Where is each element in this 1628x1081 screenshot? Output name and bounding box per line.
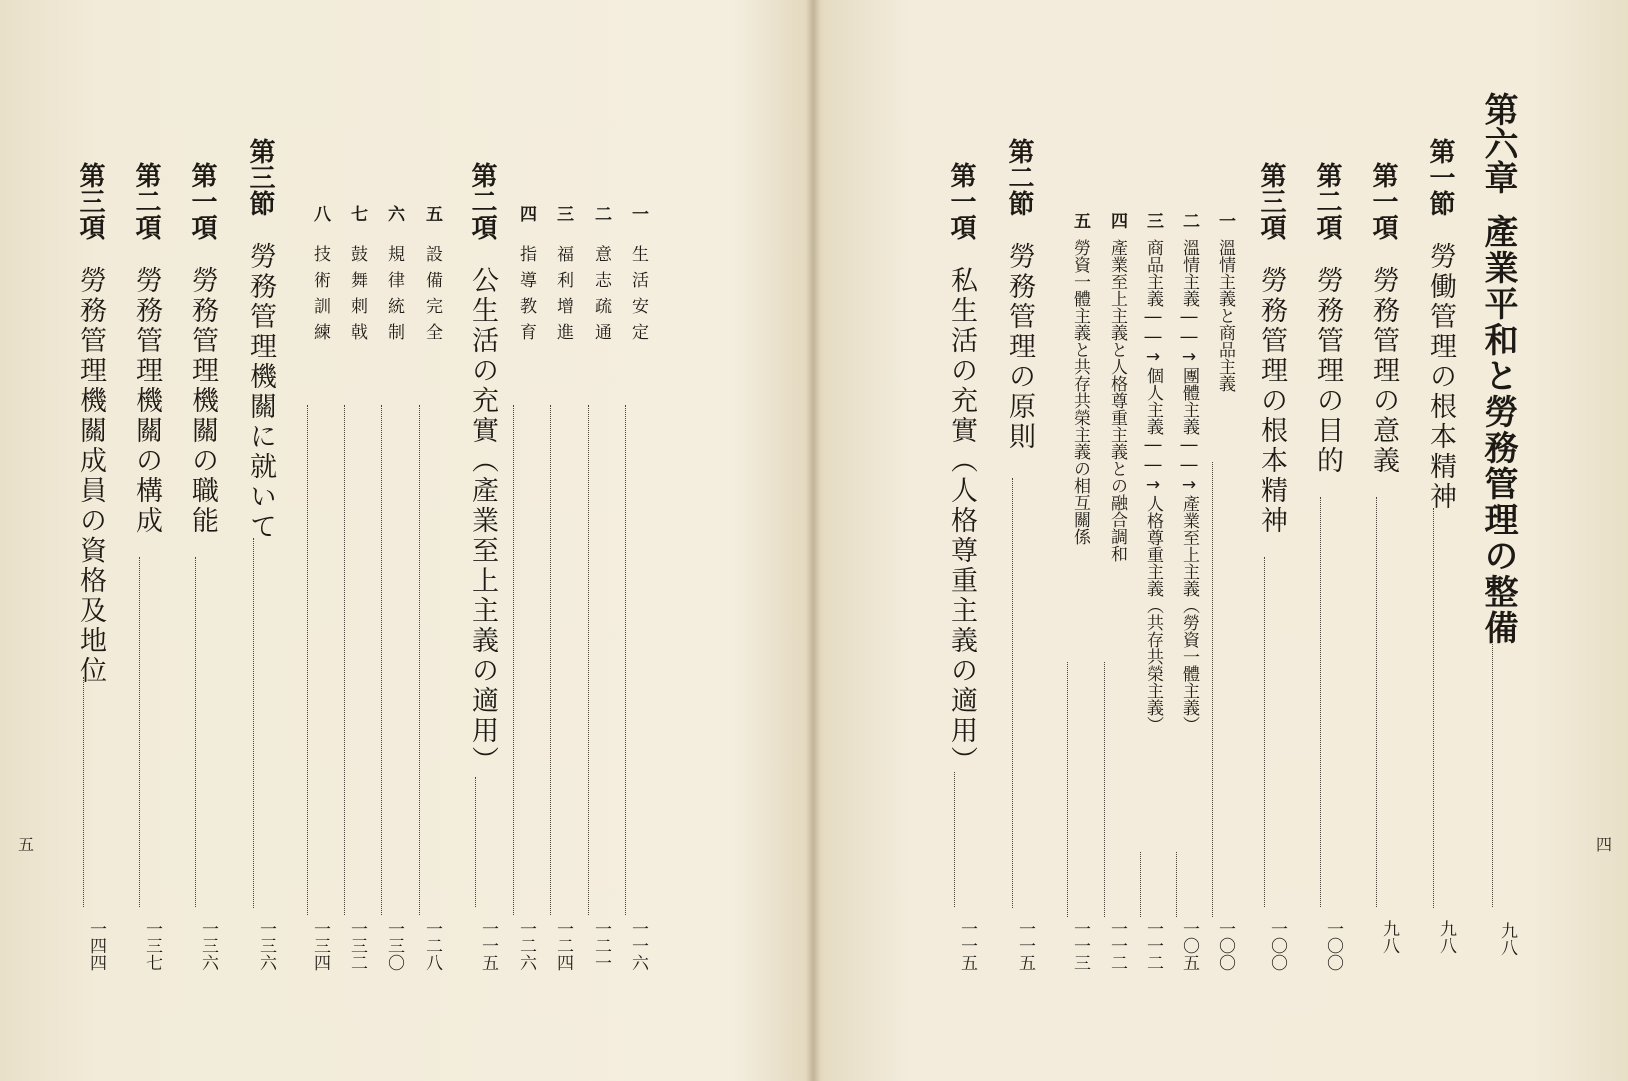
entry-page: 一二四 [553,920,573,971]
entry-kind: 五 [1070,212,1090,229]
entry-page: 一四四 [86,920,106,971]
entry-title: 勞務管理機關の職能 [187,266,218,536]
toc-entry [288,205,328,1065]
entry-kind: 第一項 [1368,162,1398,240]
entry-title: 產業至上主義と人格尊重主義との融合調和 [1107,239,1127,562]
entry-page: 一〇〇 [1323,920,1343,971]
entry-page: 九八 [1436,920,1456,954]
toc-entry [120,162,160,1022]
toc-entry [494,205,534,1065]
entry-page: 一一三 [1070,920,1090,971]
entry-page: 一三六 [198,920,218,971]
toc-entry [362,205,402,1065]
entry-title: 商品主義――→個人主義――→人格尊重主義（共存共榮主義） [1143,239,1163,733]
entry-page: 一三六 [256,920,276,971]
toc-entry [456,162,496,1022]
entry-kind: 六 [384,205,404,231]
entry-page: 一〇〇 [1267,920,1287,971]
toc-entry [1193,212,1233,1072]
entry-page: 一二六 [516,920,536,971]
toc-entry [1469,92,1518,956]
entry-kind: 第二項 [131,162,161,240]
toc-entry [569,205,609,1065]
entry-kind: 第三節 [245,138,275,216]
entry-title: 勞務管理の原則 [1004,242,1035,452]
entry-page: 一〇五 [1179,920,1199,971]
entry-page: 一三〇 [384,920,404,971]
entry-page: 一三四 [310,920,330,971]
entry-kind: 三 [1143,212,1163,229]
entry-title: 勞務管理の根本精神 [1256,266,1287,536]
toc-entry [1085,212,1125,1072]
entry-title: 鼓舞刺戟 [347,245,367,349]
entry-kind: 第二節 [1004,138,1034,216]
entry-title: 勞務管理機關成員の資格及地位 [75,266,106,686]
entry-page: 一一二 [1143,920,1163,971]
toc-entry [1301,162,1341,1022]
toc-entry [993,138,1033,998]
entry-title: 溫情主義――→團體主義――→產業至上主義（勞資一體主義） [1179,239,1199,733]
entry-kind: 第三項 [1256,162,1286,240]
entry-title: 勞働管理の根本精神 [1425,242,1456,512]
toc-entry [1414,138,1454,998]
toc-entry [64,162,104,1022]
entry-kind: 第一項 [187,162,217,240]
entry-kind: 三 [553,205,573,231]
page-number: 五 [18,835,35,854]
entry-kind: 第一節 [1425,138,1455,216]
entry-title: 勞務管理機關に就いて [245,242,276,542]
entry-kind: 四 [516,205,536,231]
entry-kind: 七 [347,205,367,231]
entry-title: 勞務管理の目的 [1312,266,1343,476]
entry-page: 九八 [1379,920,1399,954]
toc-entry [325,205,365,1065]
entry-page: 一一五 [1015,920,1035,971]
entry-kind: 二 [1179,212,1199,229]
right-page [815,0,1628,1081]
left-page [0,0,813,1081]
toc-entry [400,205,440,1065]
entry-page: 一一六 [628,920,648,971]
entry-page: 一三二 [347,920,367,971]
toc-entry [1357,162,1397,1022]
entry-kind: 第二項 [467,162,497,240]
toc-entry [1245,162,1285,1022]
entry-title: 設備完全 [422,245,442,349]
toc-entry [176,162,216,1022]
entry-kind: 一 [1215,212,1235,229]
entry-title: 規律統制 [384,245,404,349]
entry-page: 一一五 [478,920,498,971]
toc-entry [1157,212,1197,1072]
toc-entry [606,205,646,1065]
entry-title: 生活安定 [628,245,648,349]
entry-page: 一一五 [957,920,977,971]
entry-title: 技術訓練 [310,245,330,349]
page-number: 四 [1596,835,1613,854]
toc-entry [935,162,975,1022]
entry-title: 產業平和と勞務管理の整備 [1478,214,1518,646]
entry-kind: 五 [422,205,442,231]
entry-kind: 四 [1107,212,1127,229]
entry-page: 一一二 [1107,920,1127,971]
toc-entry [531,205,571,1065]
entry-page: 一〇〇 [1215,920,1235,971]
entry-title: 勞務管理機關の構成 [131,266,162,536]
entry-kind: 一 [628,205,648,231]
entry-title: 溫情主義と商品主義 [1215,239,1235,392]
toc-entry [1048,212,1088,1072]
entry-kind: 二 [591,205,611,231]
entry-title: 私生活の充實（人格尊重主義の適用） [946,266,977,776]
entry-kind: 第一項 [946,162,976,240]
entry-kind: 第六章 [1478,92,1518,194]
entry-page: 一三七 [142,920,162,971]
toc-entry [1121,212,1161,1072]
entry-page: 一二八 [422,920,442,971]
entry-kind: 八 [310,205,330,231]
entry-title: 意志疏通 [591,245,611,349]
entry-page: 一二一 [591,920,611,971]
entry-title: 公生活の充實（產業至上主義の適用） [467,266,498,776]
entry-kind: 第三項 [75,162,105,240]
entry-title: 指導教育 [516,245,536,349]
toc-entry [234,138,274,998]
entry-title: 勞務管理の意義 [1368,266,1399,476]
entry-title: 勞資一體主義と共存共榮主義の相互關係 [1070,239,1090,545]
entry-kind: 第二項 [1312,162,1342,240]
entry-page: 九八 [1497,922,1517,956]
entry-title: 福利增進 [553,245,573,349]
